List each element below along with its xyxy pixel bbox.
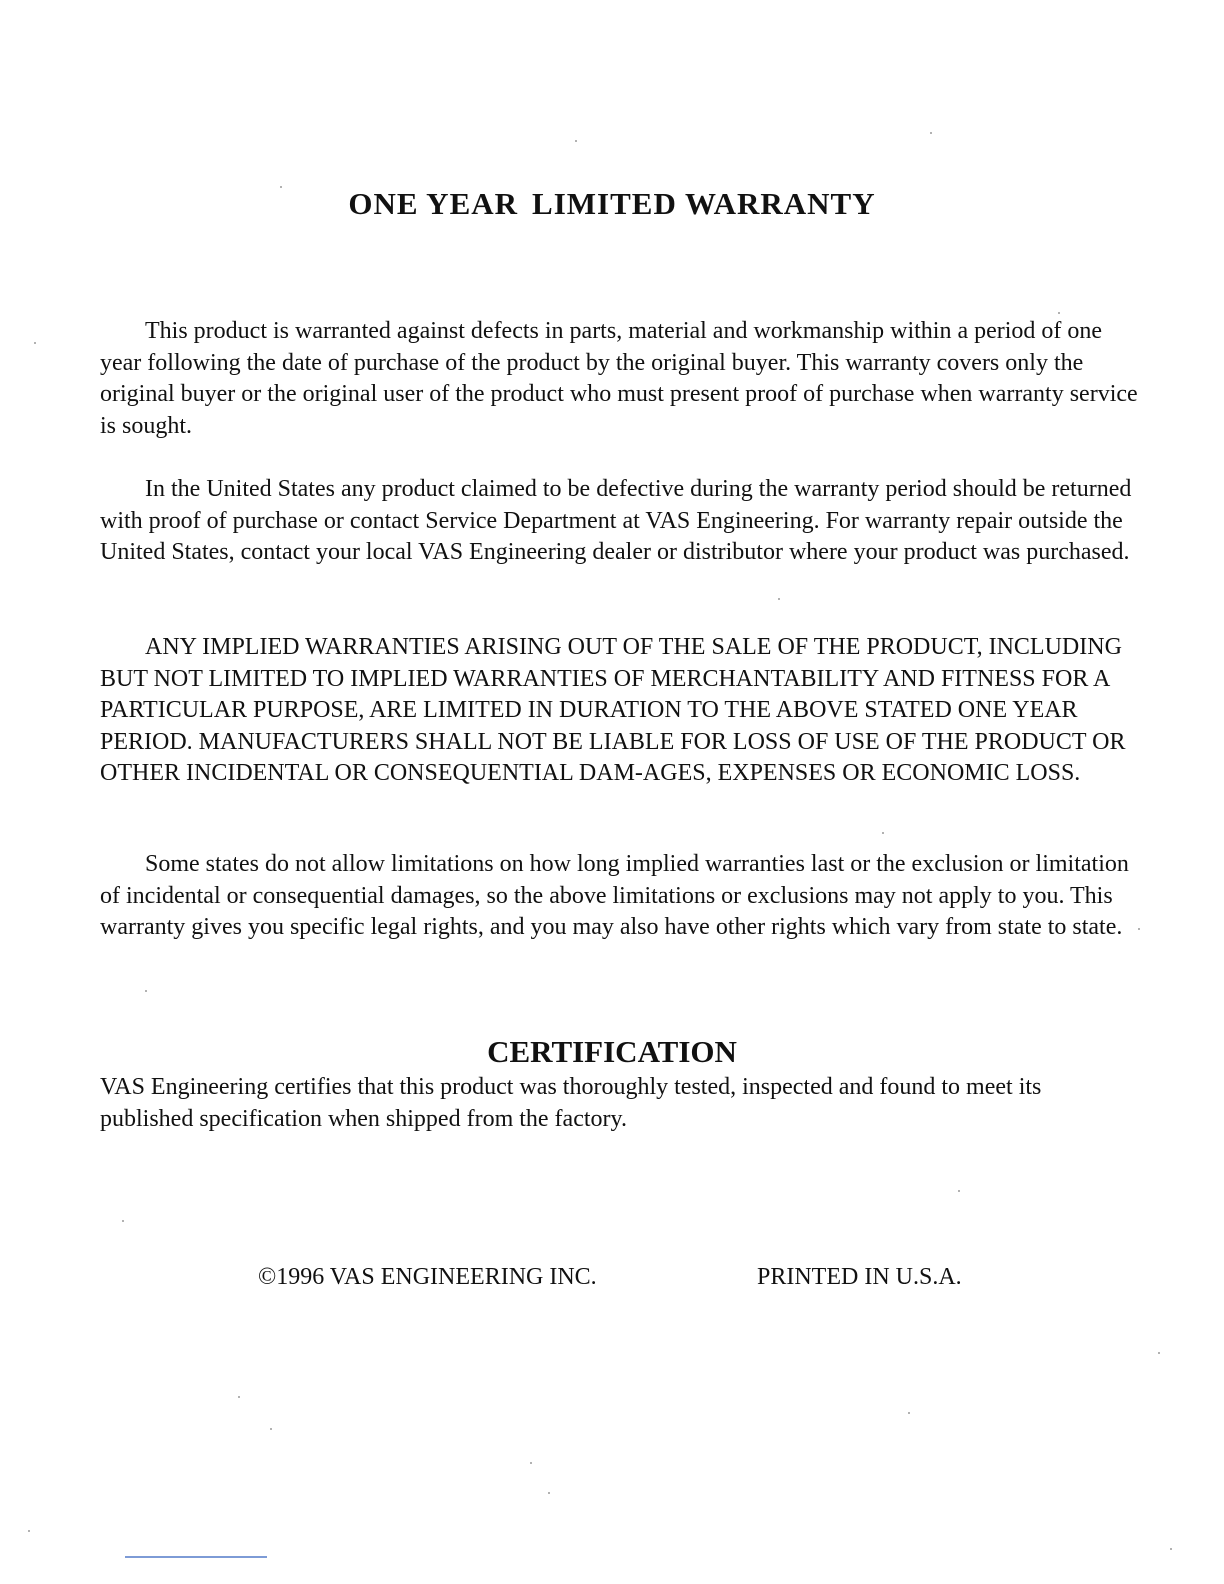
scan-speck [1138, 928, 1140, 930]
page-title [0, 184, 1224, 224]
certification-heading: CERTIFICATION [487, 1034, 737, 1069]
scan-speck [548, 1492, 550, 1494]
scan-speck [28, 1530, 30, 1532]
scan-speck [122, 1220, 124, 1222]
scan-speck [530, 1462, 532, 1464]
title-part-one: ONE YEAR [348, 186, 519, 221]
scan-speck [270, 1428, 272, 1430]
scan-speck [34, 342, 36, 344]
certification-text: VAS Engineering certifies that this product was thoroughly tested, inspected and found to meet its published specification when shipped from the factory. [100, 1074, 1042, 1132]
copyright-notice: ©1996 VAS ENGINEERING INC. [258, 1264, 597, 1290]
scan-artifact-line [125, 1556, 267, 1558]
scan-speck [280, 186, 282, 188]
warranty-paragraph-implied-warranties: ANY IMPLIED WARRANTIES ARISING OUT OF THE SALE OF THE PRODUCT, INCLUDING BUT NOT LIMITED TO IMPLIED WARRANTIES OF MERCHANTABILITY AND FITNESS FOR A PARTICULAR PURPOSE, ARE LIMITED IN DURATION TO THE ABOVE STATED ONE YEAR PERIOD. MANUFACTURERS SHALL NOT BE LIABLE FOR LOSS OF USE OF THE PRODUCT OR OTHER INCIDENTAL OR CONSEQUENTIAL DAM-AGES, EXPENSES OR ECONOMIC LOSS. [100, 634, 1126, 786]
scan-speck [882, 832, 884, 834]
scan-speck [930, 132, 932, 134]
scan-speck [238, 1396, 240, 1398]
warranty-paragraph-state-rights: Some states do not allow limitations on how long implied warranties last or the exclusion or limitation of incidental or consequential damages, so the above limitations or exclusions may not apply to you. This warranty gives you specific legal rights, and you may also have other rights which vary from state to state. [100, 851, 1129, 940]
scan-speck [1170, 1548, 1172, 1550]
scan-speck [958, 1190, 960, 1192]
warranty-paragraph-coverage: This product is warranted against defects in parts, material and workmanship within a period of one year following the date of purchase of the product by the original buyer. This warranty covers only the original buyer or the original user of the product who must present proof of purchase when warranty service is sought. [100, 318, 1138, 439]
scan-speck [1058, 312, 1060, 314]
scan-speck [145, 990, 147, 992]
scan-speck [778, 598, 780, 600]
scan-speck [1158, 1352, 1160, 1354]
warranty-paragraph-returns: In the United States any product claimed to be defective during the warranty period should be returned with proof of purchase or contact Service Department at VAS Engineering. For warranty repair outside the United States, contact your local VAS Engineering dealer or distributor where your product was purchased. [100, 476, 1132, 565]
title-part-two: LIMITED WARRANTY [532, 186, 876, 221]
scan-speck [908, 1412, 910, 1414]
printed-in-notice: PRINTED IN U.S.A. [757, 1264, 962, 1290]
scan-speck [575, 140, 577, 142]
